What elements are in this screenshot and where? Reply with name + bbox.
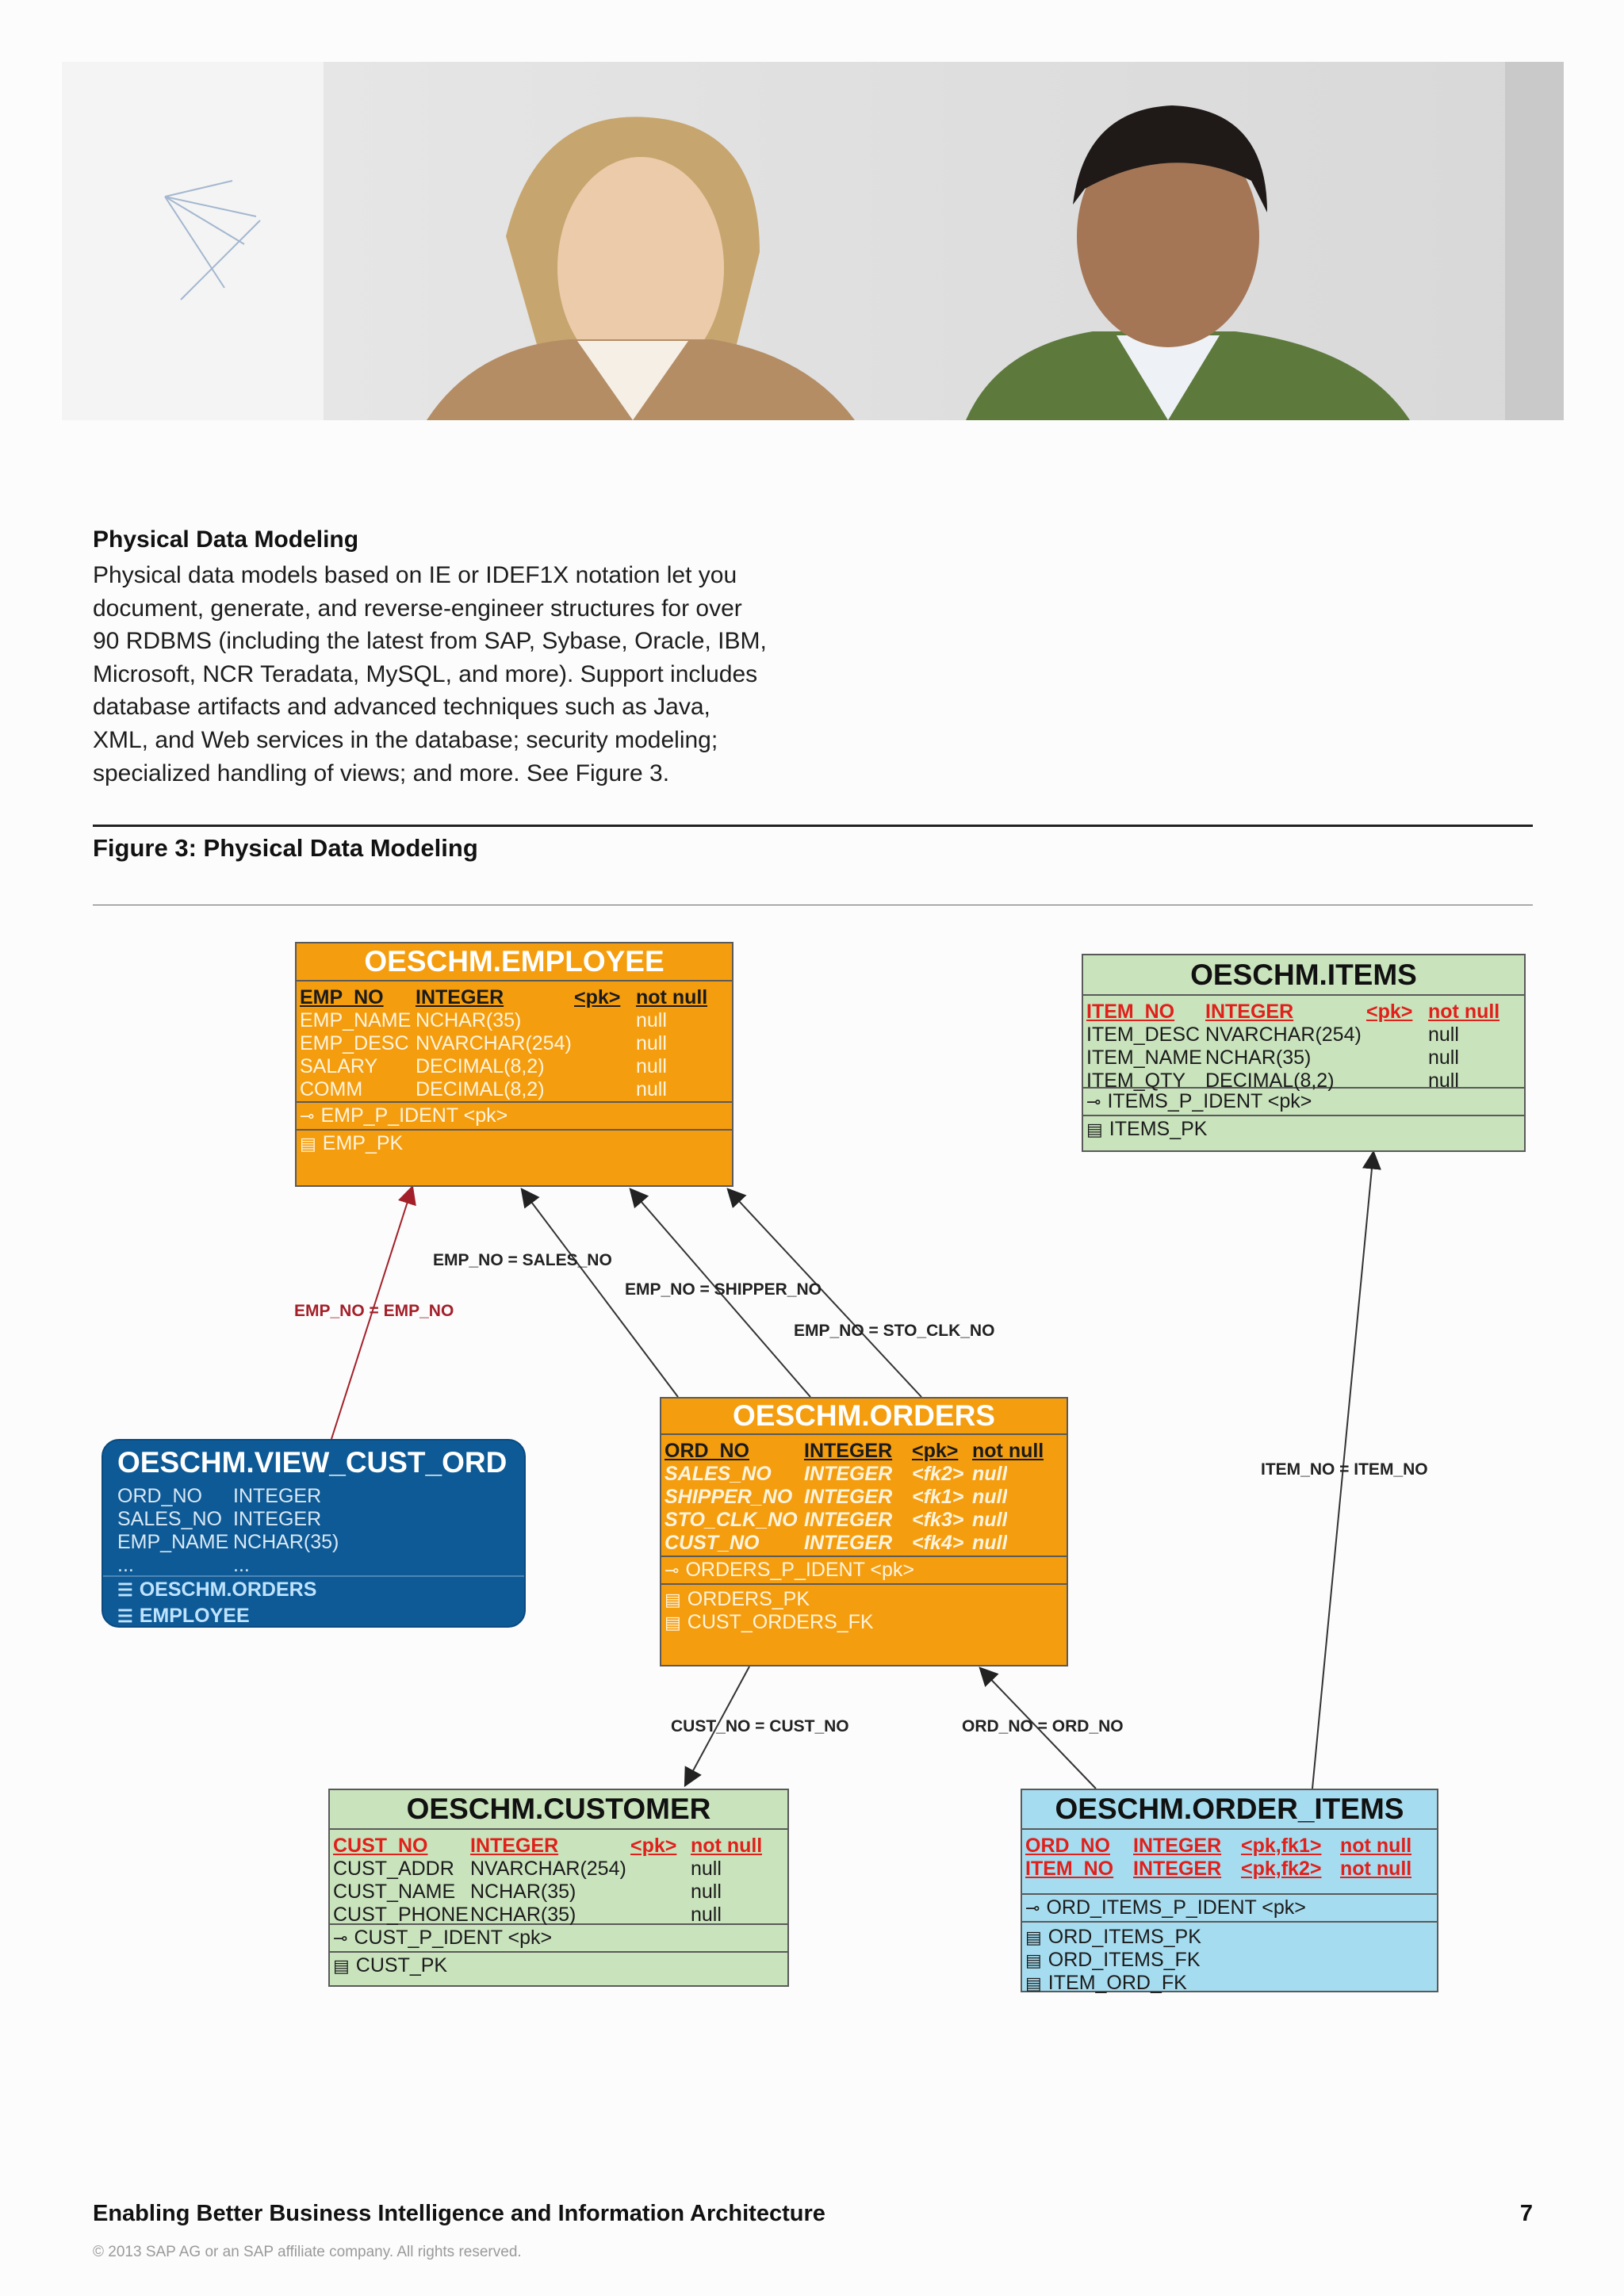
column-name: ORD_NO: [665, 1440, 749, 1462]
column-name: ITEM_NAME: [1086, 1047, 1202, 1069]
column-nullability: null: [636, 1032, 667, 1054]
table-title: OESCHM.ORDER_ITEMS: [1022, 1790, 1437, 1830]
column-key: <fk3>: [912, 1509, 964, 1531]
column-row: [333, 1904, 787, 1927]
index-icon: ▤: [1086, 1119, 1103, 1139]
column-name: ITEM_NO: [1086, 1001, 1175, 1023]
table-employee[interactable]: [295, 942, 733, 1187]
column-type: NVARCHAR(254): [1205, 1024, 1362, 1046]
column-type: DECIMAL(8,2): [416, 1078, 545, 1100]
column-nullability: null: [636, 1009, 667, 1031]
column-nullability: null: [691, 1881, 722, 1903]
key-icon: ⊸: [665, 1560, 680, 1580]
column-type: INTEGER: [804, 1532, 893, 1554]
column-type: INTEGER: [804, 1440, 893, 1462]
fk-column-row: [665, 1532, 1067, 1555]
index-label: CUST_ORDERS_FK: [687, 1611, 874, 1633]
column-nullability: null: [636, 1055, 667, 1077]
column-type: INTEGER: [1205, 1001, 1294, 1023]
relation-label: EMP_NO = SHIPPER_NO: [625, 1280, 822, 1299]
view-source: [103, 1603, 524, 1629]
column-name: CUST_ADDR: [333, 1858, 454, 1880]
column-nullability: null: [972, 1486, 1008, 1508]
column-nullability: null: [972, 1509, 1008, 1531]
column-row: [1086, 1047, 1524, 1070]
figure-caption: Figure 3: Physical Data Modeling: [93, 834, 478, 862]
key-section: [661, 1557, 1067, 1585]
column-row: [117, 1485, 524, 1508]
key-section: [297, 1103, 732, 1131]
index-icon: ▤: [665, 1613, 681, 1632]
relation-label: EMP_NO = SALES_NO: [433, 1251, 612, 1269]
view-source-label: EMPLOYEE: [139, 1605, 250, 1627]
table-orders[interactable]: [660, 1397, 1068, 1667]
table-title: OESCHM.CUSTOMER: [330, 1790, 787, 1830]
footer-title: Enabling Better Business Intelligence and Information Architecture: [93, 2201, 825, 2226]
column-type: NCHAR(35): [233, 1531, 339, 1553]
column-nullability: null: [972, 1463, 1008, 1485]
column-nullability: null: [972, 1532, 1008, 1554]
column-type: INTEGER: [233, 1485, 322, 1507]
paragraph-line: Microsoft, NCR Teradata, MySQL, and more). Support includes: [93, 660, 758, 687]
index-label: ITEMS_PK: [1109, 1118, 1208, 1140]
key-icon: ⊸: [1086, 1092, 1101, 1112]
key-section: [1083, 1089, 1524, 1116]
column-type: INTEGER: [804, 1486, 893, 1508]
copyright-notice: © 2013 SAP AG or an SAP affiliate company. All rights reserved.: [93, 2244, 522, 2260]
key-label: ORD_ITEMS_P_IDENT <pk>: [1046, 1896, 1306, 1919]
column-nullability: not null: [691, 1835, 763, 1857]
column-nullability: null: [636, 1078, 667, 1100]
column-type: ...: [233, 1554, 250, 1576]
column-row: [300, 1078, 732, 1101]
index-icon: ▤: [1025, 1927, 1042, 1947]
column-key: <fk2>: [912, 1463, 964, 1485]
column-key: <pk,fk1>: [1241, 1835, 1322, 1857]
view-title: OESCHM.VIEW_CUST_ORD: [117, 1446, 508, 1479]
column-name: CUST_PHONE: [333, 1904, 469, 1926]
column-row: [300, 1055, 732, 1078]
section-heading: Physical Data Modeling: [93, 526, 359, 553]
key-label: CUST_P_IDENT <pk>: [354, 1927, 553, 1949]
column-name: ITEM_NO: [1025, 1858, 1114, 1880]
pk-column-row: [333, 1835, 787, 1858]
index-icon: ▤: [665, 1590, 681, 1609]
column-name: ORD_NO: [117, 1485, 202, 1507]
column-name: EMP_NAME: [300, 1009, 412, 1031]
column-name: SHIPPER_NO: [665, 1486, 793, 1508]
index-label: ORDERS_PK: [687, 1588, 810, 1610]
index-icon: ▤: [300, 1134, 316, 1154]
paragraph-line: document, generate, and reverse-engineer structures for over: [93, 595, 742, 622]
relation-label: CUST_NO = CUST_NO: [671, 1717, 849, 1735]
column-name: SALES_NO: [665, 1463, 772, 1485]
index-section: [1083, 1116, 1524, 1142]
column-name: SALES_NO: [117, 1508, 223, 1530]
paragraph-line: 90 RDBMS (including the latest from SAP, Sybase, Oracle, IBM,: [93, 628, 767, 655]
column-type: INTEGER: [1133, 1858, 1222, 1880]
column-key: <fk1>: [912, 1486, 964, 1508]
column-nullability: not null: [1428, 1001, 1500, 1023]
column-type: INTEGER: [470, 1835, 559, 1857]
index-label: EMP_PK: [322, 1132, 404, 1154]
pk-column-row: [665, 1440, 1067, 1463]
column-type: INTEGER: [233, 1508, 322, 1530]
fk-column-row: [665, 1509, 1067, 1532]
table-order-items[interactable]: [1021, 1789, 1438, 1992]
column-type: INTEGER: [1133, 1835, 1222, 1857]
key-label: ITEMS_P_IDENT <pk>: [1107, 1090, 1312, 1112]
pk-column-row: [1025, 1858, 1437, 1881]
table-items[interactable]: [1082, 954, 1526, 1152]
paragraph-line: database artifacts and advanced techniques such as Java,: [93, 694, 710, 721]
column-type: NVARCHAR(254): [416, 1032, 572, 1054]
index-icon: ▤: [333, 1956, 350, 1976]
column-row: [117, 1531, 524, 1554]
column-type: NCHAR(35): [470, 1881, 576, 1903]
index-section: [1022, 1923, 1437, 1996]
column-type: NCHAR(35): [470, 1904, 576, 1926]
column-key: <pk>: [574, 986, 621, 1008]
column-nullability: not null: [1340, 1835, 1412, 1857]
column-row: [1086, 1070, 1524, 1093]
table-title: OESCHM.ORDERS: [661, 1399, 1067, 1435]
paragraph-line: specialized handling of views; and more. See Figure 3.: [93, 760, 670, 786]
column-name: ITEM_QTY: [1086, 1070, 1186, 1092]
pk-column-row: [300, 986, 732, 1009]
index-section: [297, 1131, 732, 1157]
column-name: EMP_DESC: [300, 1032, 409, 1054]
column-row: [300, 1009, 732, 1032]
key-icon: ⊸: [1025, 1898, 1040, 1918]
column-nullability: null: [691, 1904, 722, 1926]
table-customer[interactable]: [328, 1789, 789, 1987]
index-label: CUST_PK: [355, 1954, 448, 1976]
paragraph-line: XML, and Web services in the database; security modeling;: [93, 726, 718, 753]
column-name: SALARY: [300, 1055, 378, 1077]
page-number: 7: [1519, 2201, 1533, 2226]
relation-label: ITEM_NO = ITEM_NO: [1261, 1460, 1428, 1479]
column-type: NCHAR(35): [1205, 1047, 1312, 1069]
index-label: ITEM_ORD_FK: [1048, 1972, 1187, 1994]
paragraph-line: Physical data models based on IE or IDEF1X notation let you: [93, 562, 737, 588]
column-nullability: not null: [972, 1440, 1044, 1462]
key-icon: ⊸: [333, 1928, 348, 1948]
key-section: [330, 1925, 787, 1953]
column-name: EMP_NO: [300, 986, 384, 1008]
column-nullability: not null: [1340, 1858, 1412, 1880]
view-source-label: OESCHM.ORDERS: [139, 1578, 317, 1601]
relation-label: EMP_NO = STO_CLK_NO: [794, 1322, 995, 1340]
index-label: ORD_ITEMS_FK: [1048, 1949, 1201, 1971]
view-cust-ord[interactable]: [102, 1439, 526, 1628]
column-nullability: not null: [636, 986, 708, 1008]
column-key: <pk>: [912, 1440, 959, 1462]
column-row: [1086, 1024, 1524, 1047]
column-key: <pk>: [630, 1835, 677, 1857]
column-name: STO_CLK_NO: [665, 1509, 798, 1531]
column-row: [333, 1858, 787, 1881]
fk-column-row: [665, 1486, 1067, 1509]
column-row: [300, 1032, 732, 1055]
column-row: [117, 1508, 524, 1531]
column-name: CUST_NO: [333, 1835, 428, 1857]
column-type: DECIMAL(8,2): [1205, 1070, 1335, 1092]
column-name: CUST_NO: [665, 1532, 760, 1554]
table-icon: ☰: [117, 1580, 133, 1600]
key-label: EMP_P_IDENT <pk>: [320, 1104, 508, 1127]
index-section: [661, 1585, 1067, 1636]
relation-label: EMP_NO = EMP_NO: [294, 1302, 454, 1320]
relation-label: ORD_NO = ORD_NO: [962, 1717, 1124, 1735]
column-type: INTEGER: [416, 986, 504, 1008]
column-name: ITEM_DESC: [1086, 1024, 1201, 1046]
column-row: [117, 1554, 524, 1577]
key-icon: ⊸: [300, 1106, 315, 1126]
column-nullability: null: [691, 1858, 722, 1880]
column-name: CUST_NAME: [333, 1881, 456, 1903]
table-title: OESCHM.EMPLOYEE: [297, 943, 732, 982]
column-name: ...: [117, 1554, 134, 1576]
index-label: ORD_ITEMS_PK: [1048, 1926, 1201, 1948]
column-key: <pk,fk2>: [1241, 1858, 1322, 1880]
key-section: [1022, 1895, 1437, 1923]
table-icon: ☰: [117, 1606, 133, 1626]
column-name: ORD_NO: [1025, 1835, 1110, 1857]
column-row: [333, 1881, 787, 1904]
index-icon: ▤: [1025, 1973, 1042, 1993]
column-type: NVARCHAR(254): [470, 1858, 626, 1880]
column-key: <fk4>: [912, 1532, 964, 1554]
column-nullability: null: [1428, 1047, 1459, 1069]
pk-column-row: [1086, 1001, 1524, 1024]
index-section: [330, 1953, 787, 1979]
pk-column-row: [1025, 1835, 1437, 1858]
index-icon: ▤: [1025, 1950, 1042, 1970]
column-type: NCHAR(35): [416, 1009, 522, 1031]
fk-column-row: [665, 1463, 1067, 1486]
column-type: DECIMAL(8,2): [416, 1055, 545, 1077]
key-label: ORDERS_P_IDENT <pk>: [685, 1559, 914, 1581]
table-title: OESCHM.ITEMS: [1083, 955, 1524, 996]
view-source: [103, 1577, 524, 1603]
column-nullability: null: [1428, 1070, 1459, 1092]
column-name: COMM: [300, 1078, 363, 1100]
column-type: INTEGER: [804, 1509, 893, 1531]
column-key: <pk>: [1366, 1001, 1413, 1023]
column-name: EMP_NAME: [117, 1531, 229, 1553]
column-type: INTEGER: [804, 1463, 893, 1485]
column-nullability: null: [1428, 1024, 1459, 1046]
